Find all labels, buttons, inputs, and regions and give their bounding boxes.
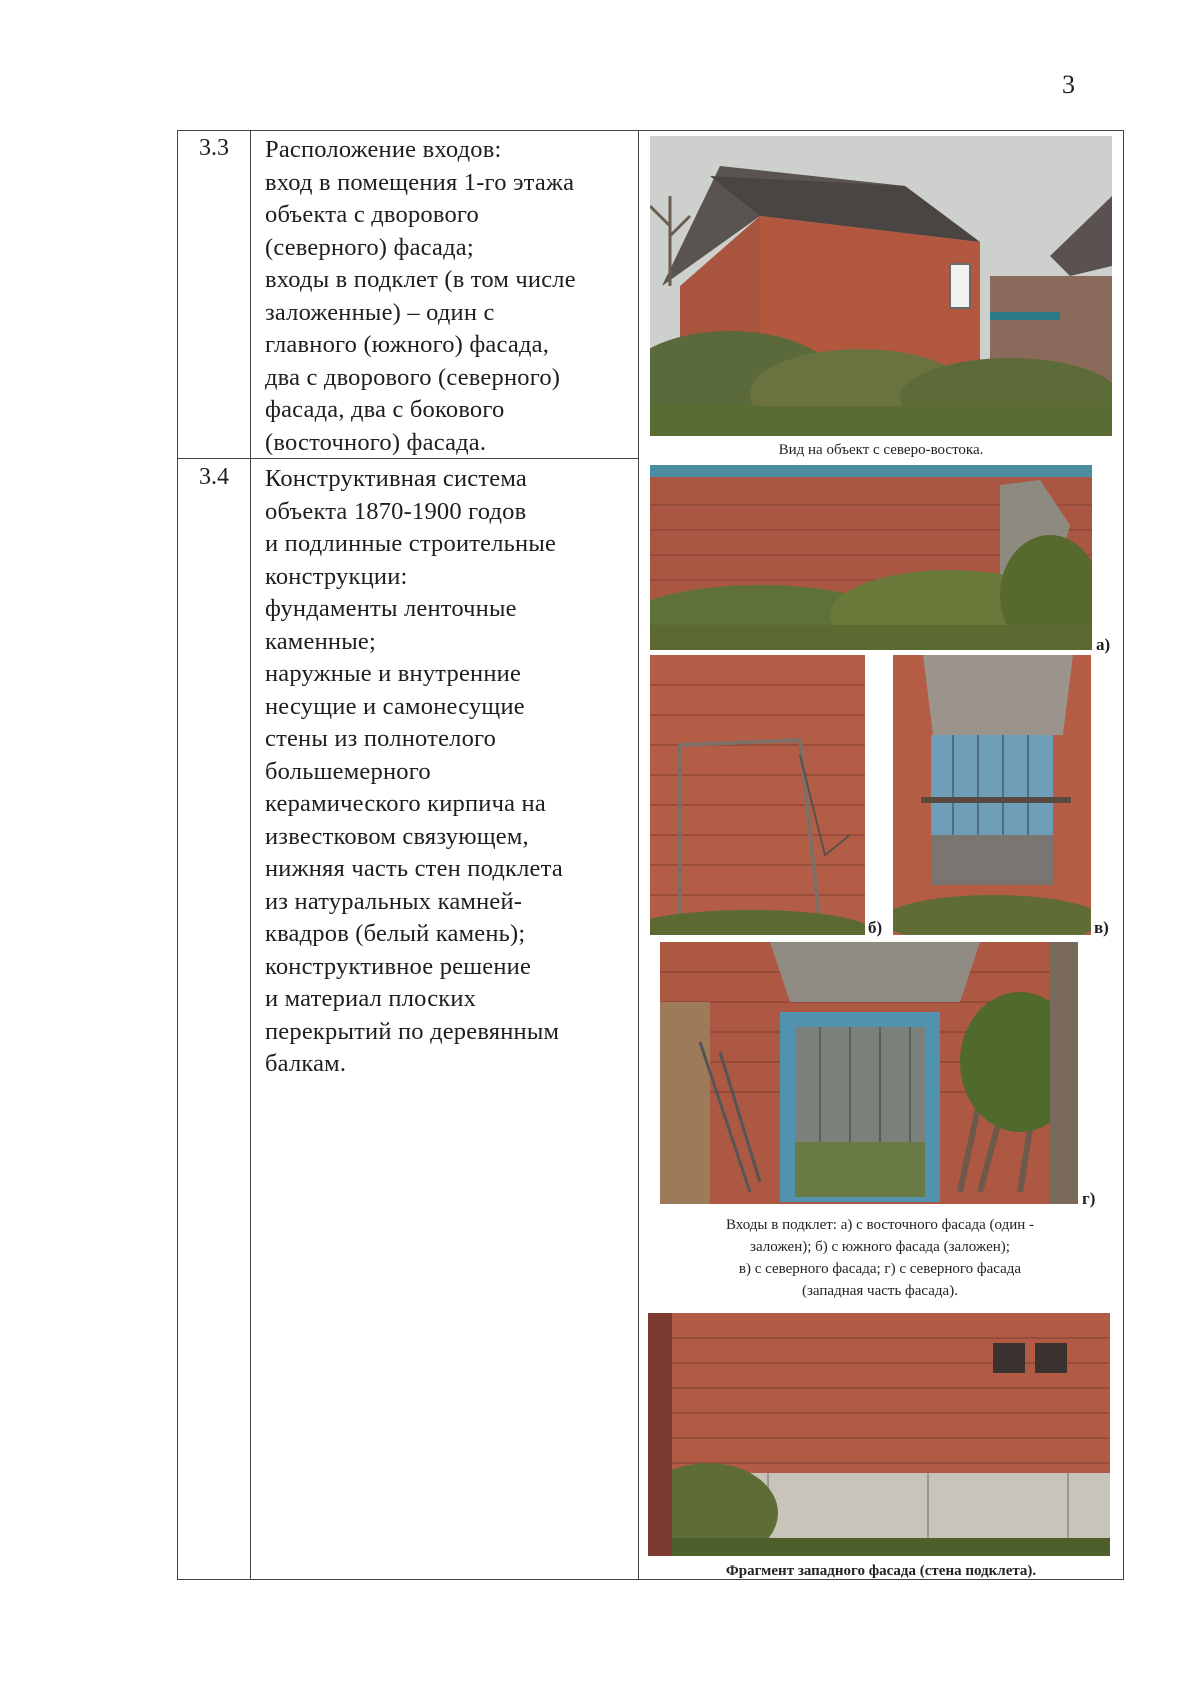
house-caption: Вид на объект с северо-востока. [778,442,984,458]
photo-label-g: г) [1082,1189,1096,1208]
caption-line: заложен); б) с южного фасада (заложен); [750,1239,1010,1255]
text-line: входы в подклет (в том числе [265,266,576,293]
text-line: большемерного [265,757,431,785]
text-line: и материал плоских [265,985,477,1012]
house-photo [650,136,1112,436]
entrances-caption [650,1214,1110,1302]
caption-line: в) с северного фасада; г) с северного фасада [738,1261,1022,1277]
text-line: конструкции: [265,562,408,590]
entrance-photo-b [650,655,865,935]
text-line: фундаменты ленточные [265,595,517,622]
entrance-photo-v [893,655,1091,935]
text-line: квадров (белый камень); [265,920,526,947]
photo-label-a: а) [1096,635,1111,654]
text-line: известковом связующем, [265,822,529,850]
entrances-description [265,134,635,459]
text-line: конструктивное решение [265,952,532,980]
text-line: балкам. [265,1050,347,1077]
text-line: (северного) фасада; [265,233,474,261]
text-line: несущие и самонесущие [265,692,525,720]
west-facade-caption: Фрагмент западного фасада (стена подклета). [725,1563,1037,1579]
text-line: главного (южного) фасада, [265,331,550,358]
entrance-photo-g [660,942,1078,1204]
text-line: перекрытий по деревянным [265,1017,560,1045]
entrance-photo-a [650,465,1092,650]
caption-line: (западная часть фасада). [802,1283,958,1299]
text-line: объекта с дворового [265,201,479,228]
text-line: стены из полнотелого [265,725,497,752]
text-line: каменные; [265,627,376,655]
text-line: объекта 1870-1900 годов [265,497,527,525]
page-number: 3 [1062,70,1075,99]
photo-label-b: б) [868,918,883,937]
text-line: фасада, два с бокового [265,396,505,423]
text-line: наружные и внутренние [265,660,522,687]
text-line: (восточного) фасада. [265,428,487,456]
row-number: 3.4 [199,464,229,490]
text-line: Конструктивная система [265,465,527,492]
text-line: нижняя часть стен подклета [265,855,563,882]
caption-line: Входы в подклет: а) с восточного фасада (один - [725,1217,1035,1233]
text-line: заложенные) – один с [265,298,495,326]
table-divider [250,131,251,1579]
text-line: керамического кирпича на [265,790,546,817]
row-number: 3.3 [199,135,229,161]
photo-label-v: в) [1094,918,1109,937]
structure-description [265,463,635,1081]
text-line: из натуральных камней- [265,887,523,915]
text-line: два с дворового (северного) [265,363,561,391]
text-line: и подлинные строительные [265,530,557,557]
west-facade-photo [648,1313,1110,1556]
table-divider [638,131,639,1579]
text-line: Расположение входов: [265,136,502,163]
text-line: вход в помещения 1-го этажа [265,168,575,196]
